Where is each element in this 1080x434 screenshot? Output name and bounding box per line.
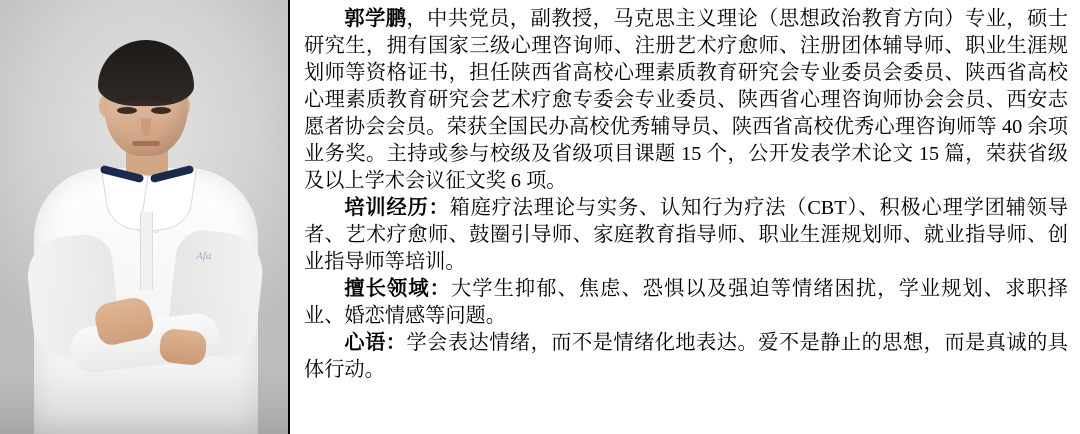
photo-bottom-shadow	[0, 370, 288, 434]
paragraph-lead-label: 心语：	[344, 331, 407, 354]
shirt-brand-mark: Afa	[196, 250, 212, 262]
paragraph-lead-label: 郭学鹏	[344, 8, 407, 30]
paragraph-expertise: 擅长领域：大学生抑郁、焦虑、恐惧以及强迫等情绪困扰，学业规划、求职择业、婚恋情感等问题。	[304, 277, 1068, 327]
portrait-photo	[0, 0, 288, 434]
right-hand-shape	[158, 328, 207, 367]
nose-shape	[141, 118, 151, 136]
paragraph-training: 培训经历：箱庭疗法理论与实务、认知行为疗法（CBT）、积极心理学团辅领导者、艺术疗愈师、鼓圈引导师、家庭教育指导师、职业生涯规划师、就业指导师、创业指导师等培训。	[304, 196, 1068, 273]
paragraph-bio: 郭学鹏，中共党员，副教授，马克思主义理论（思想政治教育方向）专业，硕士研究生，拥有国家三级心理咨询师、注册艺术疗愈师、注册团体辅导师、职业生涯规划师等资格证书，担任陕西省高校心理素质教育研究会专业委员会委员、陕西省高校心理素质教育研究会艺术疗愈专委会专业委员、陕西省心理咨询师协会会员、西安志愿者协会会员。荣获全国民办高校优秀辅导员、陕西省高校优秀心理咨询师等 40 余项业务奖。主持或参与校级及省级项目课题 15 个，公开发表学术论文 15 篇，荣获省级及以上学术会议征文奖 6 项。	[304, 8, 1068, 192]
mouth-shape	[132, 141, 160, 146]
biography-text-pane	[290, 0, 1080, 434]
paragraph-lead-label: 擅长领域：	[344, 277, 451, 300]
paragraph-motto: 心语：学会表达情绪，而不是情绪化地表达。爱不是静止的思想，而是真诚的具体行动。	[304, 331, 1068, 381]
eye-right-shape	[151, 107, 171, 114]
eye-left-shape	[117, 107, 137, 114]
shirt-placket	[140, 212, 153, 290]
paragraph-lead-label: 培训经历：	[344, 196, 450, 219]
